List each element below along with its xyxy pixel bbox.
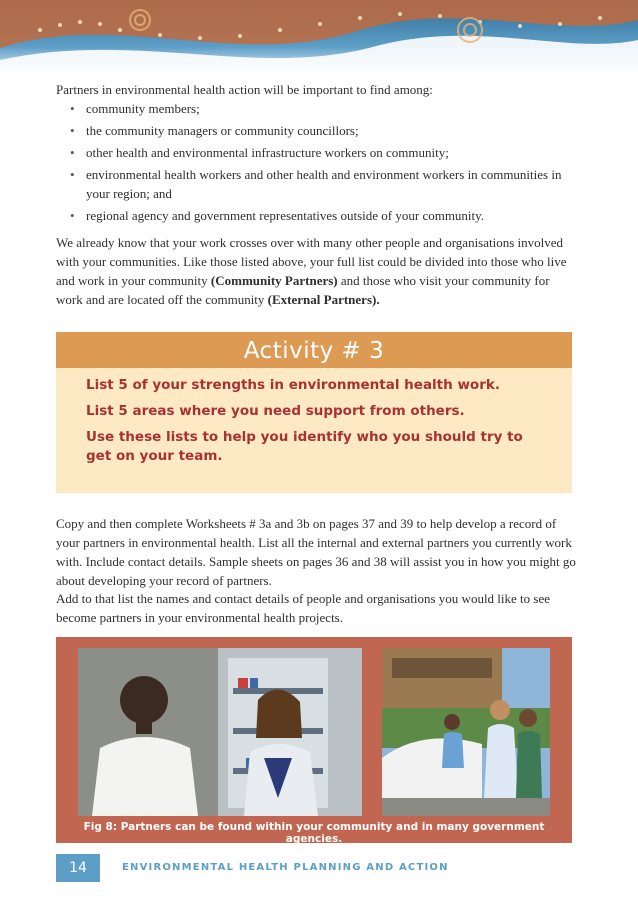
page-footer — [56, 854, 616, 882]
activity-item: List 5 areas where you need support from others. — [86, 403, 465, 419]
activity-item: Use these lists to help you identify who you should try to get on your team. — [86, 429, 523, 464]
list-item: • other health and environmental infrastructure workers on community; — [56, 143, 576, 162]
list-item: • the community managers or community councillors; — [56, 121, 576, 140]
photo-government-agency — [382, 648, 550, 816]
figure-panel — [56, 637, 572, 843]
activity-title: Activity # 3 — [56, 332, 572, 368]
list-item: • environmental health workers and other health and environment workers in communities in your region; and — [56, 165, 576, 203]
worksheets-paragraph: Copy and then complete Worksheets # 3a and 3b on pages 37 and 39 to help develop a record of your partners in environmental health. List all the internal and external partners you currently work with. Include contact details. Sample sheets on pages 36 and 38 will assist you in how you might go about developing your record of partners. — [56, 516, 576, 588]
paragraph-text: We already know that your work crosses over with many other people and organisations involved with your communities. Like those listed above, your full list could be divided into those who live and work in your community — [56, 235, 567, 288]
paragraph-text: and those who visit your community for work and are located off the community — [56, 273, 550, 307]
running-title: ENVIRONMENTAL HEALTH PLANNING AND ACTION — [122, 862, 449, 873]
activity-instructions — [56, 368, 572, 466]
photo-community-store — [78, 648, 362, 816]
external-partners-term: (External Partners). — [267, 292, 380, 307]
figure-caption: Fig 8: Partners can be found within your community and in many government agencies. — [83, 821, 545, 845]
list-item: • regional agency and government representatives outside of your community. — [56, 206, 576, 225]
add-list-paragraph: Add to that list the names and contact details of people and organisations you would like to see become partners in your environmental health projects. — [56, 591, 551, 625]
activity-box — [56, 332, 572, 493]
intro-text: Partners in environmental health action will be important to find among: — [56, 82, 433, 97]
partners-paragraph — [56, 233, 576, 309]
community-partners-term: (Community Partners) — [210, 273, 338, 288]
partners-list — [56, 99, 576, 228]
list-item: • community members; — [56, 99, 576, 118]
decorative-banner — [0, 0, 638, 78]
page-number: 14 — [56, 854, 100, 882]
activity-item: List 5 of your strengths in environmental health work. — [86, 377, 500, 393]
dot-art-banner-graphic — [0, 0, 638, 78]
